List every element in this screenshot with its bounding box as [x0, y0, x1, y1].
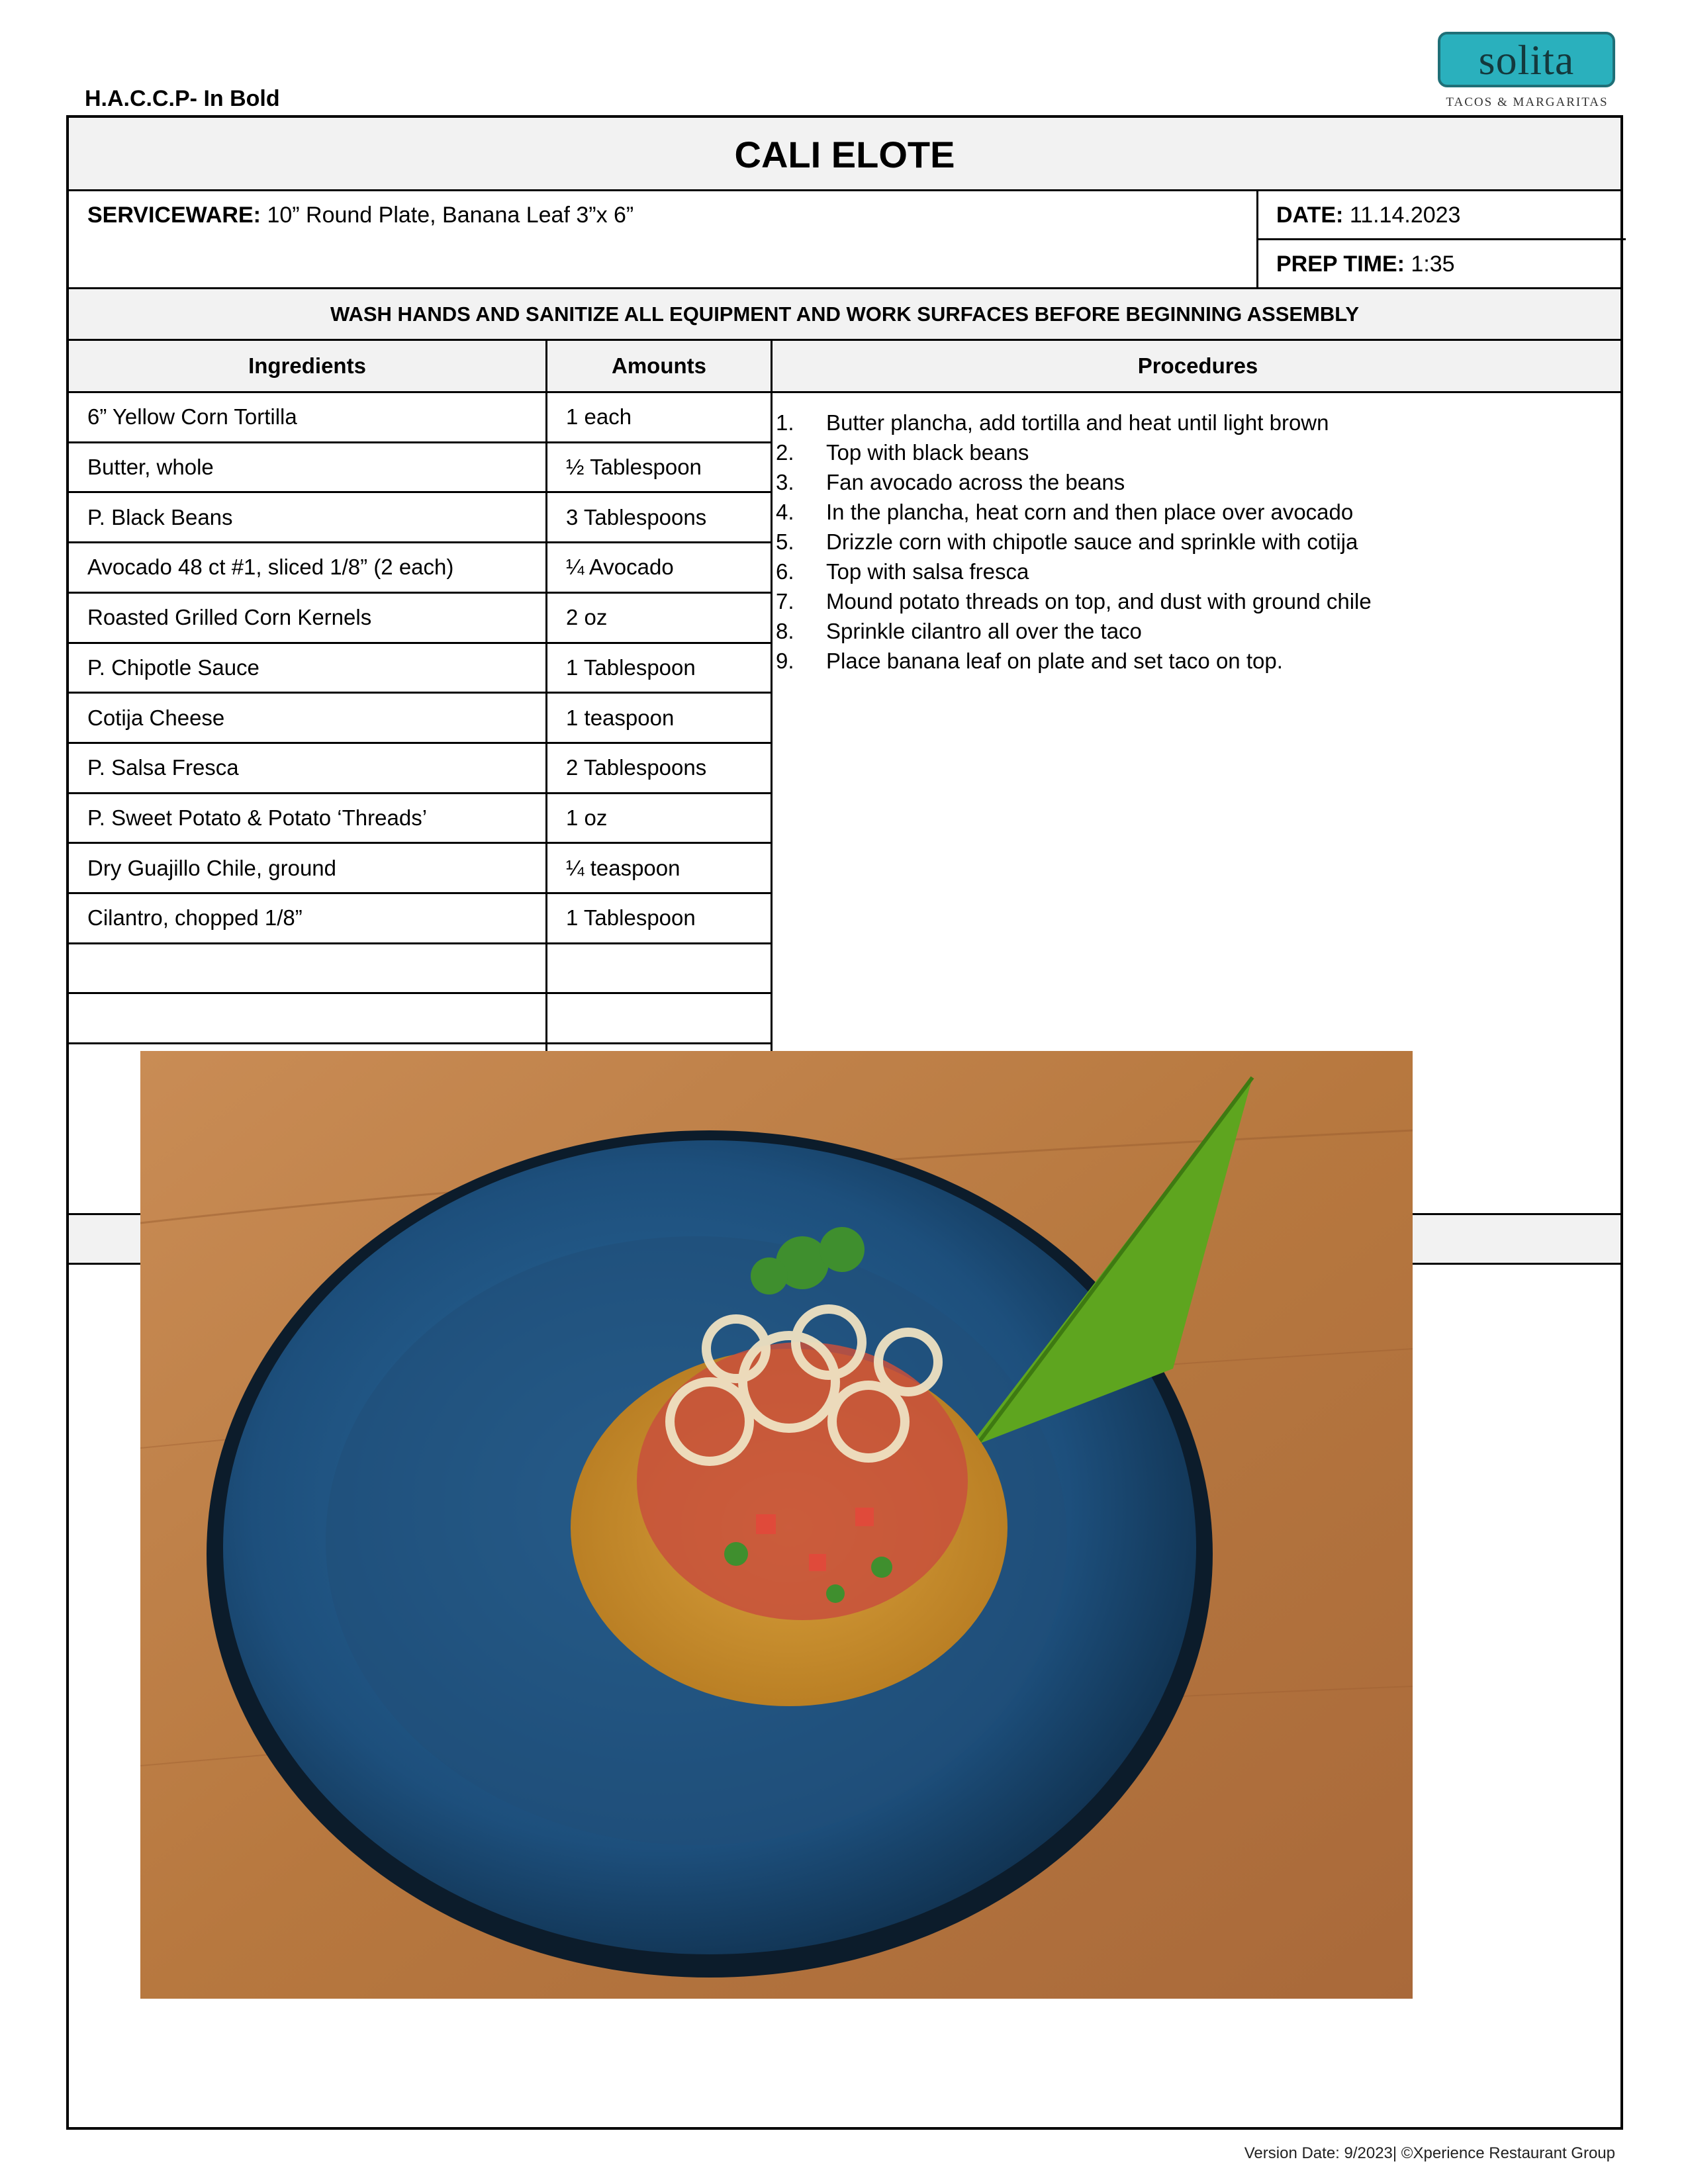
- procedure-step-text: Drizzle corn with chipotle sauce and sprinkle with cotija: [826, 529, 1358, 554]
- procedure-step-number: 5.: [776, 529, 794, 554]
- date-line: [1276, 203, 1460, 228]
- ingredient-name: [69, 944, 545, 993]
- procedure-step-text: Mound potato threads on top, and dust with ground chile: [826, 588, 1372, 614]
- procedure-step: [776, 557, 1372, 586]
- procedure-step-number: 6.: [776, 559, 794, 584]
- ingredient-name: P. Black Beans: [87, 504, 233, 529]
- procedure-step-text: Fan avocado across the beans: [826, 469, 1125, 494]
- serviceware-value: 10” Round Plate, Banana Leaf 3”x 6”: [267, 203, 634, 228]
- procedure-step: [776, 497, 1372, 527]
- serviceware-line: [87, 203, 633, 228]
- wash-hands-banner: WASH HANDS AND SANITIZE ALL EQUIPMENT AND WORK SURFACES BEFORE BEGINNING ASSEMBLY: [69, 289, 1620, 340]
- amounts-header: Amounts: [612, 353, 706, 378]
- ingredient-name: Butter, whole: [87, 455, 214, 480]
- ingredient-amount: ½ Tablespoon: [566, 455, 702, 480]
- ingredient-amount: 2 oz: [566, 605, 608, 630]
- procedure-step-text: Butter plancha, add tortilla and heat until light brown: [826, 410, 1329, 435]
- dish-photo: [140, 1051, 1413, 1999]
- procedure-step: [776, 586, 1372, 616]
- procedures-header: Procedures: [1137, 353, 1258, 378]
- recipe-title: CALI ELOTE: [69, 118, 1620, 191]
- procedure-step-text: Place banana leaf on plate and set taco on top.: [826, 648, 1283, 673]
- solita-logo: [1435, 32, 1619, 113]
- logo-tagline: TACOS & MARGARITAS: [1446, 95, 1609, 109]
- ingredient-amount: 2 Tablespoons: [566, 755, 707, 780]
- logo-badge: [1438, 32, 1615, 87]
- procedure-step: [776, 408, 1372, 437]
- procedure-step: [776, 467, 1372, 497]
- ingredient-name: Cotija Cheese: [87, 705, 225, 730]
- ingredient-amount: [547, 994, 771, 1042]
- prep-time-label: PREP TIME:: [1276, 251, 1405, 277]
- serviceware-label: SERVICEWARE:: [87, 203, 261, 228]
- ingredient-name: P. Chipotle Sauce: [87, 655, 259, 680]
- procedure-step-number: 9.: [776, 648, 794, 673]
- procedure-step-number: 3.: [776, 469, 794, 494]
- ingredient-amount: 1 each: [566, 404, 632, 430]
- ingredient-amount: 3 Tablespoons: [566, 504, 707, 529]
- ingredient-name: P. Sweet Potato & Potato ‘Threads’: [87, 805, 428, 830]
- ingredient-amount: 1 Tablespoon: [566, 905, 696, 931]
- procedure-step-number: 1.: [776, 410, 794, 435]
- ingredients-header: Ingredients: [248, 353, 366, 378]
- procedure-step-number: 4.: [776, 499, 794, 524]
- ingredient-name: Roasted Grilled Corn Kernels: [87, 605, 372, 630]
- procedure-step-number: 8.: [776, 618, 794, 643]
- prep-time-line: [1276, 251, 1455, 277]
- ingredient-amount: 1 oz: [566, 805, 608, 830]
- date-label: DATE:: [1276, 203, 1344, 228]
- procedure-step-text: Top with salsa fresca: [826, 559, 1029, 584]
- ingredient-name: 6” Yellow Corn Tortilla: [87, 404, 297, 430]
- ingredient-name: P. Salsa Fresca: [87, 755, 239, 780]
- procedure-step-number: 2.: [776, 439, 794, 465]
- procedure-step: [776, 616, 1372, 646]
- ingredient-name: Dry Guajillo Chile, ground: [87, 855, 337, 880]
- procedures-list: [776, 408, 1372, 676]
- procedure-step-text: Sprinkle cilantro all over the taco: [826, 618, 1142, 643]
- ingredient-amount: ¼ Avocado: [566, 555, 674, 580]
- ingredient-amount: 1 Tablespoon: [566, 655, 696, 680]
- logo-word: solita: [1478, 36, 1575, 83]
- dish-illustration: [140, 1051, 1413, 1999]
- ingredient-amount: 1 teaspoon: [566, 705, 675, 730]
- prep-time-value: 1:35: [1411, 251, 1455, 277]
- version-footer: Version Date: 9/2023| ©Xperience Restaurant Group: [1244, 2144, 1615, 2162]
- date-value: 11.14.2023: [1349, 203, 1461, 228]
- ingredient-name: [69, 994, 545, 1042]
- procedure-step-text: In the plancha, heat corn and then place over avocado: [826, 499, 1354, 524]
- procedure-step-number: 7.: [776, 588, 794, 614]
- procedure-step: [776, 646, 1372, 676]
- ingredient-name: Cilantro, chopped 1/8”: [87, 905, 303, 931]
- ingredient-name: Avocado 48 ct #1, sliced 1/8” (2 each): [87, 555, 454, 580]
- procedure-step: [776, 437, 1372, 467]
- procedure-step-text: Top with black beans: [826, 439, 1029, 465]
- haccp-note: H.A.C.C.P- In Bold: [85, 86, 280, 111]
- ingredient-amount: [547, 944, 771, 993]
- ingredient-amount: ¼ teaspoon: [566, 855, 680, 880]
- procedure-step: [776, 527, 1372, 557]
